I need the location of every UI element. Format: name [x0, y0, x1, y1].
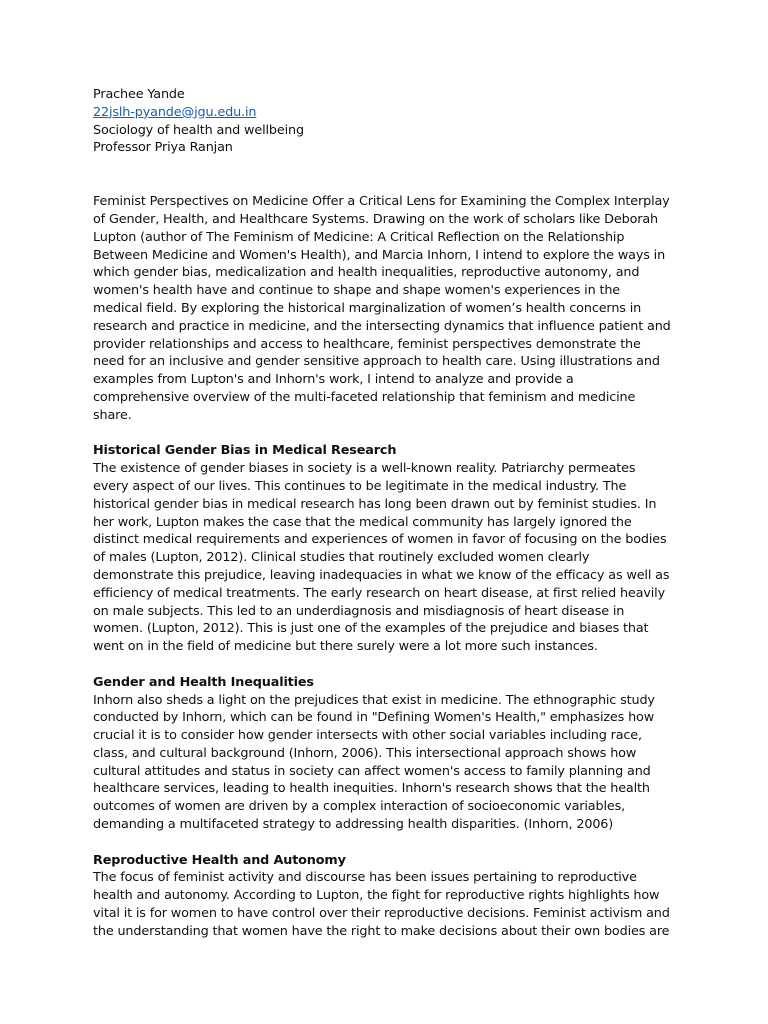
- course-name: Sociology of health and wellbeing: [93, 122, 304, 138]
- section-spacer: [93, 656, 673, 674]
- section-heading-historical-bias: Historical Gender Bias in Medical Research: [93, 443, 397, 459]
- section-heading-reproductive-health: Reproductive Health and Autonomy: [93, 852, 346, 868]
- section-spacer: [93, 425, 673, 443]
- section-heading-health-inequalities: Gender and Health Inequalities: [93, 674, 314, 690]
- document-body: [93, 86, 673, 941]
- header-spacer: [93, 157, 673, 193]
- section-body-reproductive-health: The focus of feminist activity and discourse has been issues pertaining to reproductive health and autonomy. According to Lupton, the fight for reproductive rights highlights how vital it is for women to have control over their reproductive decisions. Feminist activism and the understanding that women have the right to make decisions about their own bodies are: [93, 870, 670, 939]
- professor-name: Professor Priya Ranjan: [93, 140, 233, 156]
- author-email-link[interactable]: 22jslh-pyande@jgu.edu.in: [93, 104, 257, 120]
- intro-paragraph: Feminist Perspectives on Medicine Offer a Critical Lens for Examining the Complex Interplay of Gender, Health, and Healthcare Systems. Drawing on the work of scholars like Deborah Lupton (author of The Feminism of Medicine: A Critical Reflection on the Relationship Between Medicine and Women's Health), and Marcia Inhorn, I intend to explore the ways in which gender bias, medicalization and health inequalities, reproductive autonomy, and women's health have and continue to shape and shape women's experiences in the medical field. By exploring the historical marginalization of women’s health concerns in research and practice in medicine, and the intersecting dynamics that influence patient and provider relationships and access to healthcare, feminist perspectives demonstrate the need for an inclusive and gender sensitive approach to health care. Using illustrations and examples from Lupton's and Inhorn's work, I intend to analyze and provide a comprehensive overview of the multi-faceted relationship that feminism and medicine share.: [93, 194, 671, 423]
- section-body-historical-bias: The existence of gender biases in society is a well-known reality. Patriarchy permeates every aspect of our lives. This continues to be legitimate in the medical industry. The historical gender bias in medical research has long been drawn out by feminist studies. In her work, Lupton makes the case that the medical community has largely ignored the distinct medical requirements and experiences of women in favor of focusing on the bodies of males (Lupton, 2012). Clinical studies that routinely excluded women clearly demonstrate this prejudice, leaving inadequacies in what we know of the efficacy as well as efficiency of medical treatments. The early research on heart disease, at first relied heavily on male subjects. This led to an underdiagnosis and misdiagnosis of heart disease in women. (Lupton, 2012). This is just one of the examples of the prejudice and biases that went on in the field of medicine but there surely were a lot more such instances.: [93, 461, 670, 655]
- author-name: Prachee Yande: [93, 87, 185, 102]
- section-spacer: [93, 834, 673, 852]
- section-body-health-inequalities: Inhorn also sheds a light on the prejudices that exist in medicine. The ethnographic study conducted by Inhorn, which can be found in "Defining Women's Health," emphasizes how crucial it is to consider how gender intersects with other social variables including race, class, and cultural background (Inhorn, 2006). This intersectional approach shows how cultural attitudes and status in society can affect women's access to family planning and healthcare services, leading to health inequities. Inhorn's research shows that the health outcomes of women are driven by a complex interaction of socioeconomic variables, demanding a multifaceted strategy to addressing health disparities. (Inhorn, 2006): [93, 692, 655, 833]
